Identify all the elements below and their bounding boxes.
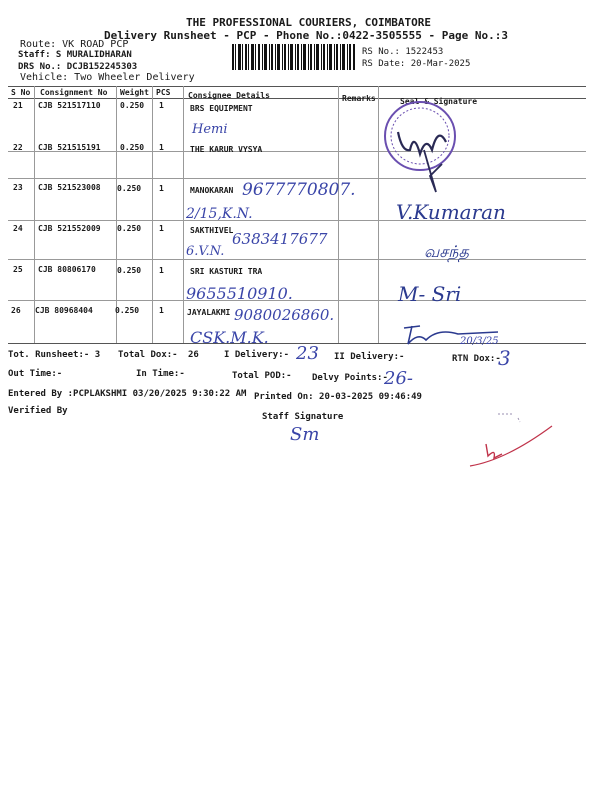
- col-header-consignment: Consignment No: [40, 88, 108, 97]
- col-header-weight: Weight: [120, 88, 149, 97]
- row-consignment: CJB 521523008: [38, 183, 101, 192]
- col-header-consignee: Consignee Details: [188, 91, 270, 100]
- row-consignee: SRI KASTURI TRA: [190, 267, 263, 276]
- row-handwriting: 9655510910.: [186, 284, 293, 303]
- row-weight: 0.250: [120, 101, 145, 110]
- out-time-label: Out Time:-: [8, 369, 63, 379]
- row-consignment: CJB 521517110: [38, 101, 101, 110]
- row-consignee: JAYALAKMI: [187, 308, 231, 317]
- row-sno: 25: [13, 265, 23, 274]
- route-label: Route: VK ROAD PCP: [20, 39, 129, 50]
- drs-label: DRS No.: DCJB152245303: [18, 62, 138, 72]
- vehicle-label: Vehicle: Two Wheeler Delivery: [20, 72, 195, 83]
- row-divider: [8, 259, 586, 260]
- row-consignee: THE KARUR VYSYA: [190, 145, 263, 154]
- rs-no: RS No.: 1522453: [362, 47, 444, 57]
- row-divider: [8, 300, 586, 301]
- total-pod-label: Total POD:-: [232, 371, 292, 381]
- rtn-dox-value: 3: [498, 346, 511, 370]
- row-consignee: MANOKARAN: [190, 186, 234, 195]
- table-top-rule: [8, 86, 586, 87]
- row-weight: 0.250: [117, 184, 142, 193]
- row-consignee: SAKTHIVEL: [190, 226, 234, 235]
- signature: V.Kumaran: [396, 200, 506, 224]
- row-handwriting: CSK.M.K.: [190, 328, 269, 347]
- signature-date: 20/3/25: [460, 336, 499, 347]
- col-divider: [34, 86, 35, 343]
- row-pcs: 1: [159, 184, 164, 193]
- delvy-points-label: Delvy Points:-: [312, 373, 388, 383]
- staff-label: Staff: S MURALIDHARAN: [18, 50, 132, 60]
- entered-by: Entered By :PCPLAKSHMI 03/20/2025 9:30:22 AM: [8, 389, 247, 399]
- total-dox-label: Total Dox:-: [118, 350, 178, 360]
- col-header-remarks: Remarks: [342, 94, 376, 103]
- row-sno: 22: [13, 143, 23, 152]
- row-divider: [8, 178, 586, 179]
- row-handwriting: 9677770807.: [242, 180, 356, 200]
- row-handwriting: 6.V.N.: [186, 244, 225, 259]
- col-divider: [338, 86, 339, 343]
- staff-signature-label: Staff Signature: [262, 412, 344, 422]
- row-consignment: CJB 521515191: [38, 143, 101, 152]
- row-handwriting: 6383417677: [232, 230, 328, 248]
- red-pen-mark-icon: [466, 408, 558, 470]
- row-handwriting: Hemi: [192, 122, 228, 137]
- row-weight: 0.250: [117, 266, 142, 275]
- col-header-seal: Seal & Signature: [400, 97, 478, 106]
- total-runsheet: Tot. Runsheet:- 3: [8, 350, 101, 360]
- col-divider: [152, 86, 153, 343]
- col-divider: [378, 86, 379, 343]
- row-consignee: BRS EQUIPMENT: [190, 104, 253, 113]
- round-stamp-icon: [380, 92, 468, 196]
- row-consignment: CJB 80806170: [38, 265, 96, 274]
- table-header-rule: [8, 98, 586, 99]
- col-divider: [116, 86, 117, 343]
- printed-on: Printed On: 20-03-2025 09:46:49: [254, 392, 422, 402]
- row-pcs: 1: [159, 306, 164, 315]
- staff-signature: Sm: [290, 424, 320, 445]
- col-header-pcs: PCS: [156, 88, 171, 97]
- verified-by: Verified By: [8, 406, 68, 416]
- row-pcs: 1: [159, 143, 164, 152]
- row-sno: 23: [13, 183, 23, 192]
- row-sno: 21: [13, 101, 23, 110]
- in-time-label: In Time:-: [136, 369, 185, 379]
- row-pcs: 1: [159, 224, 164, 233]
- rs-date: RS Date: 20-Mar-2025: [362, 59, 471, 69]
- rtn-dox-label: RTN Dox:-: [452, 354, 501, 364]
- barcode-icon: [232, 44, 356, 70]
- signature: வசந்த: [424, 242, 469, 261]
- row-handwriting: 2/15,K.N.: [186, 206, 253, 222]
- row-weight: 0.250: [115, 306, 140, 315]
- row-sno: 26: [11, 306, 21, 315]
- col-divider: [183, 86, 184, 343]
- signature: M- Sri: [398, 282, 462, 306]
- row-sno: 24: [13, 224, 23, 233]
- row-pcs: 1: [159, 266, 164, 275]
- row-consignment: CJB 521552009: [38, 224, 101, 233]
- runsheet-title: Delivery Runsheet - PCP - Phone No.:0422-3505555 - Page No.:3: [104, 29, 508, 42]
- row-weight: 0.250: [117, 224, 142, 233]
- delvy-points-value: 26-: [384, 368, 413, 389]
- row-consignment: CJB 80968404: [35, 306, 93, 315]
- row-handwriting: 9080026860.: [234, 306, 335, 324]
- i-delivery-value: 23: [296, 343, 319, 364]
- total-dox-value: 26: [188, 350, 199, 360]
- col-header-sno: S No: [11, 88, 31, 97]
- row-pcs: 1: [159, 101, 164, 110]
- company-name: THE PROFESSIONAL COURIERS, COIMBATORE: [186, 16, 432, 29]
- i-delivery-label: I Delivery:-: [224, 350, 290, 360]
- row-weight: 0.250: [120, 143, 145, 152]
- ii-delivery-label: II Delivery:-: [334, 352, 405, 362]
